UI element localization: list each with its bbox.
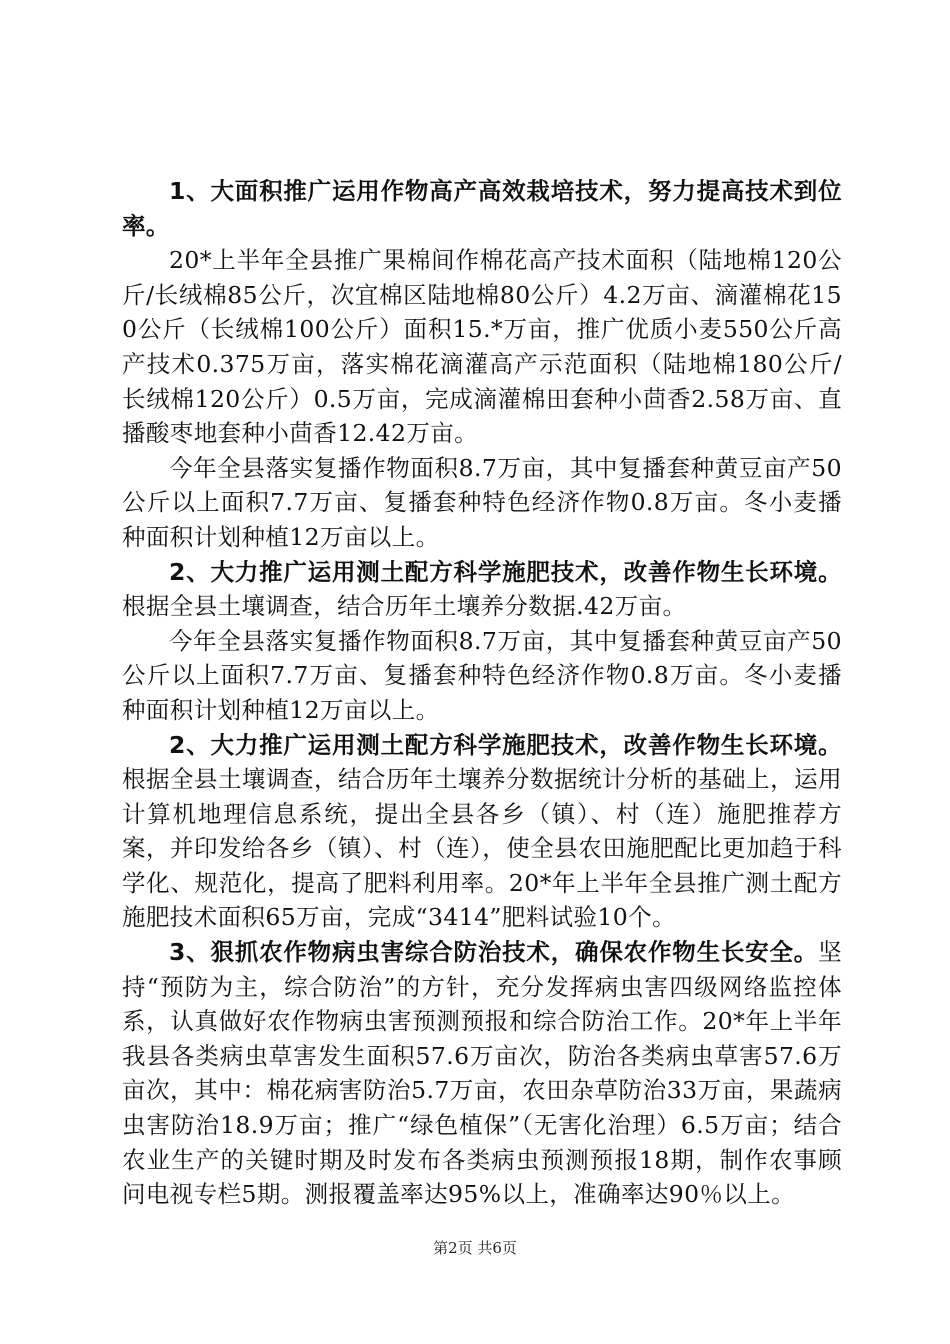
- paragraph-heading: 1、大面积推广运用作物高产高效栽培技术，努力提高技术到位率。: [122, 177, 842, 240]
- document-body: [122, 174, 842, 1212]
- page-footer: [0, 1237, 950, 1258]
- paragraph-heading: 2、大力推广运用测土配方科学施肥技术，改善作物生长环境。: [169, 557, 842, 586]
- paragraph-5: [122, 624, 842, 728]
- paragraph-text: 坚持“预防为主，综合防治”的方针，充分发挥病虫害四级网络监控体系，认真做好农作物病虫害预测预报和综合防治工作。20*年上半年我县各类病虫草害发生面积57.6万亩次，防治各类病虫草害57.6万亩次，其中：棉花病害防治5.7万亩，农田杂草防治33万亩，果蔬病虫害防治18.9万亩；推广“绿色植保”（无害化治理）6.5万亩；结合农业生产的关键时期及时发布各类病虫预测预报18期，制作农事顾问电视专栏5期。测报覆盖率达95%以上，准确率达90％以上。: [122, 938, 842, 1209]
- paragraph-text: 根据全县土壤调查，结合历年土壤养分数据.42万亩。: [122, 592, 687, 621]
- paragraph-4: [122, 555, 842, 624]
- paragraph-6: [122, 728, 842, 936]
- paragraph-heading: 2、大力推广运用测土配方科学施肥技术，改善作物生长环境。: [169, 730, 842, 759]
- paragraph-2: [122, 243, 842, 451]
- paragraph-text: 今年全县落实复播作物面积8.7万亩，其中复播套种黄豆亩产50公斤以上面积7.7万亩、复播套种特色经济作物0.8万亩。冬小麦播种面积计划种植12万亩以上。: [122, 453, 842, 551]
- paragraph-heading: 3、狠抓农作物病虫害综合防治技术，确保农作物生长安全。: [169, 938, 819, 967]
- paragraph-text: 20*上半年全县推广果棉间作棉花高产技术面积（陆地棉120公斤/长绒棉85公斤，次宜棉区陆地棉80公斤）4.2万亩、滴灌棉花150公斤（长绒棉100公斤）面积15.*万亩，推广优质小麦550公斤高产技术0.375万亩，落实棉花滴灌高产示范面积（陆地棉180公斤/长绒棉120公斤）0.5万亩，完成滴灌棉田套种小茴香2.58万亩、直播酸枣地套种小茴香12.42万亩。: [122, 246, 842, 448]
- paragraph-3: [122, 451, 842, 555]
- paragraph-text: 根据全县土壤调查，结合历年土壤养分数据统计分析的基础上，运用计算机地理信息系统，提出全县各乡（镇）、村（连）施肥推荐方案，并印发给各乡（镇）、村（连），使全县农田施肥配比更加趋于科学化、规范化，提高了肥料利用率。20*年上半年全县推广测土配方施肥技术面积65万亩，完成“3414”肥料试验10个。: [122, 765, 842, 932]
- paragraph-text: 今年全县落实复播作物面积8.7万亩，其中复播套种黄豆亩产50公斤以上面积7.7万亩、复播套种特色经济作物0.8万亩。冬小麦播种面积计划种植12万亩以上。: [122, 626, 842, 724]
- paragraph-1: [122, 174, 842, 243]
- paragraph-7: [122, 935, 842, 1212]
- page-number-label: 第2页 共6页: [433, 1239, 517, 1257]
